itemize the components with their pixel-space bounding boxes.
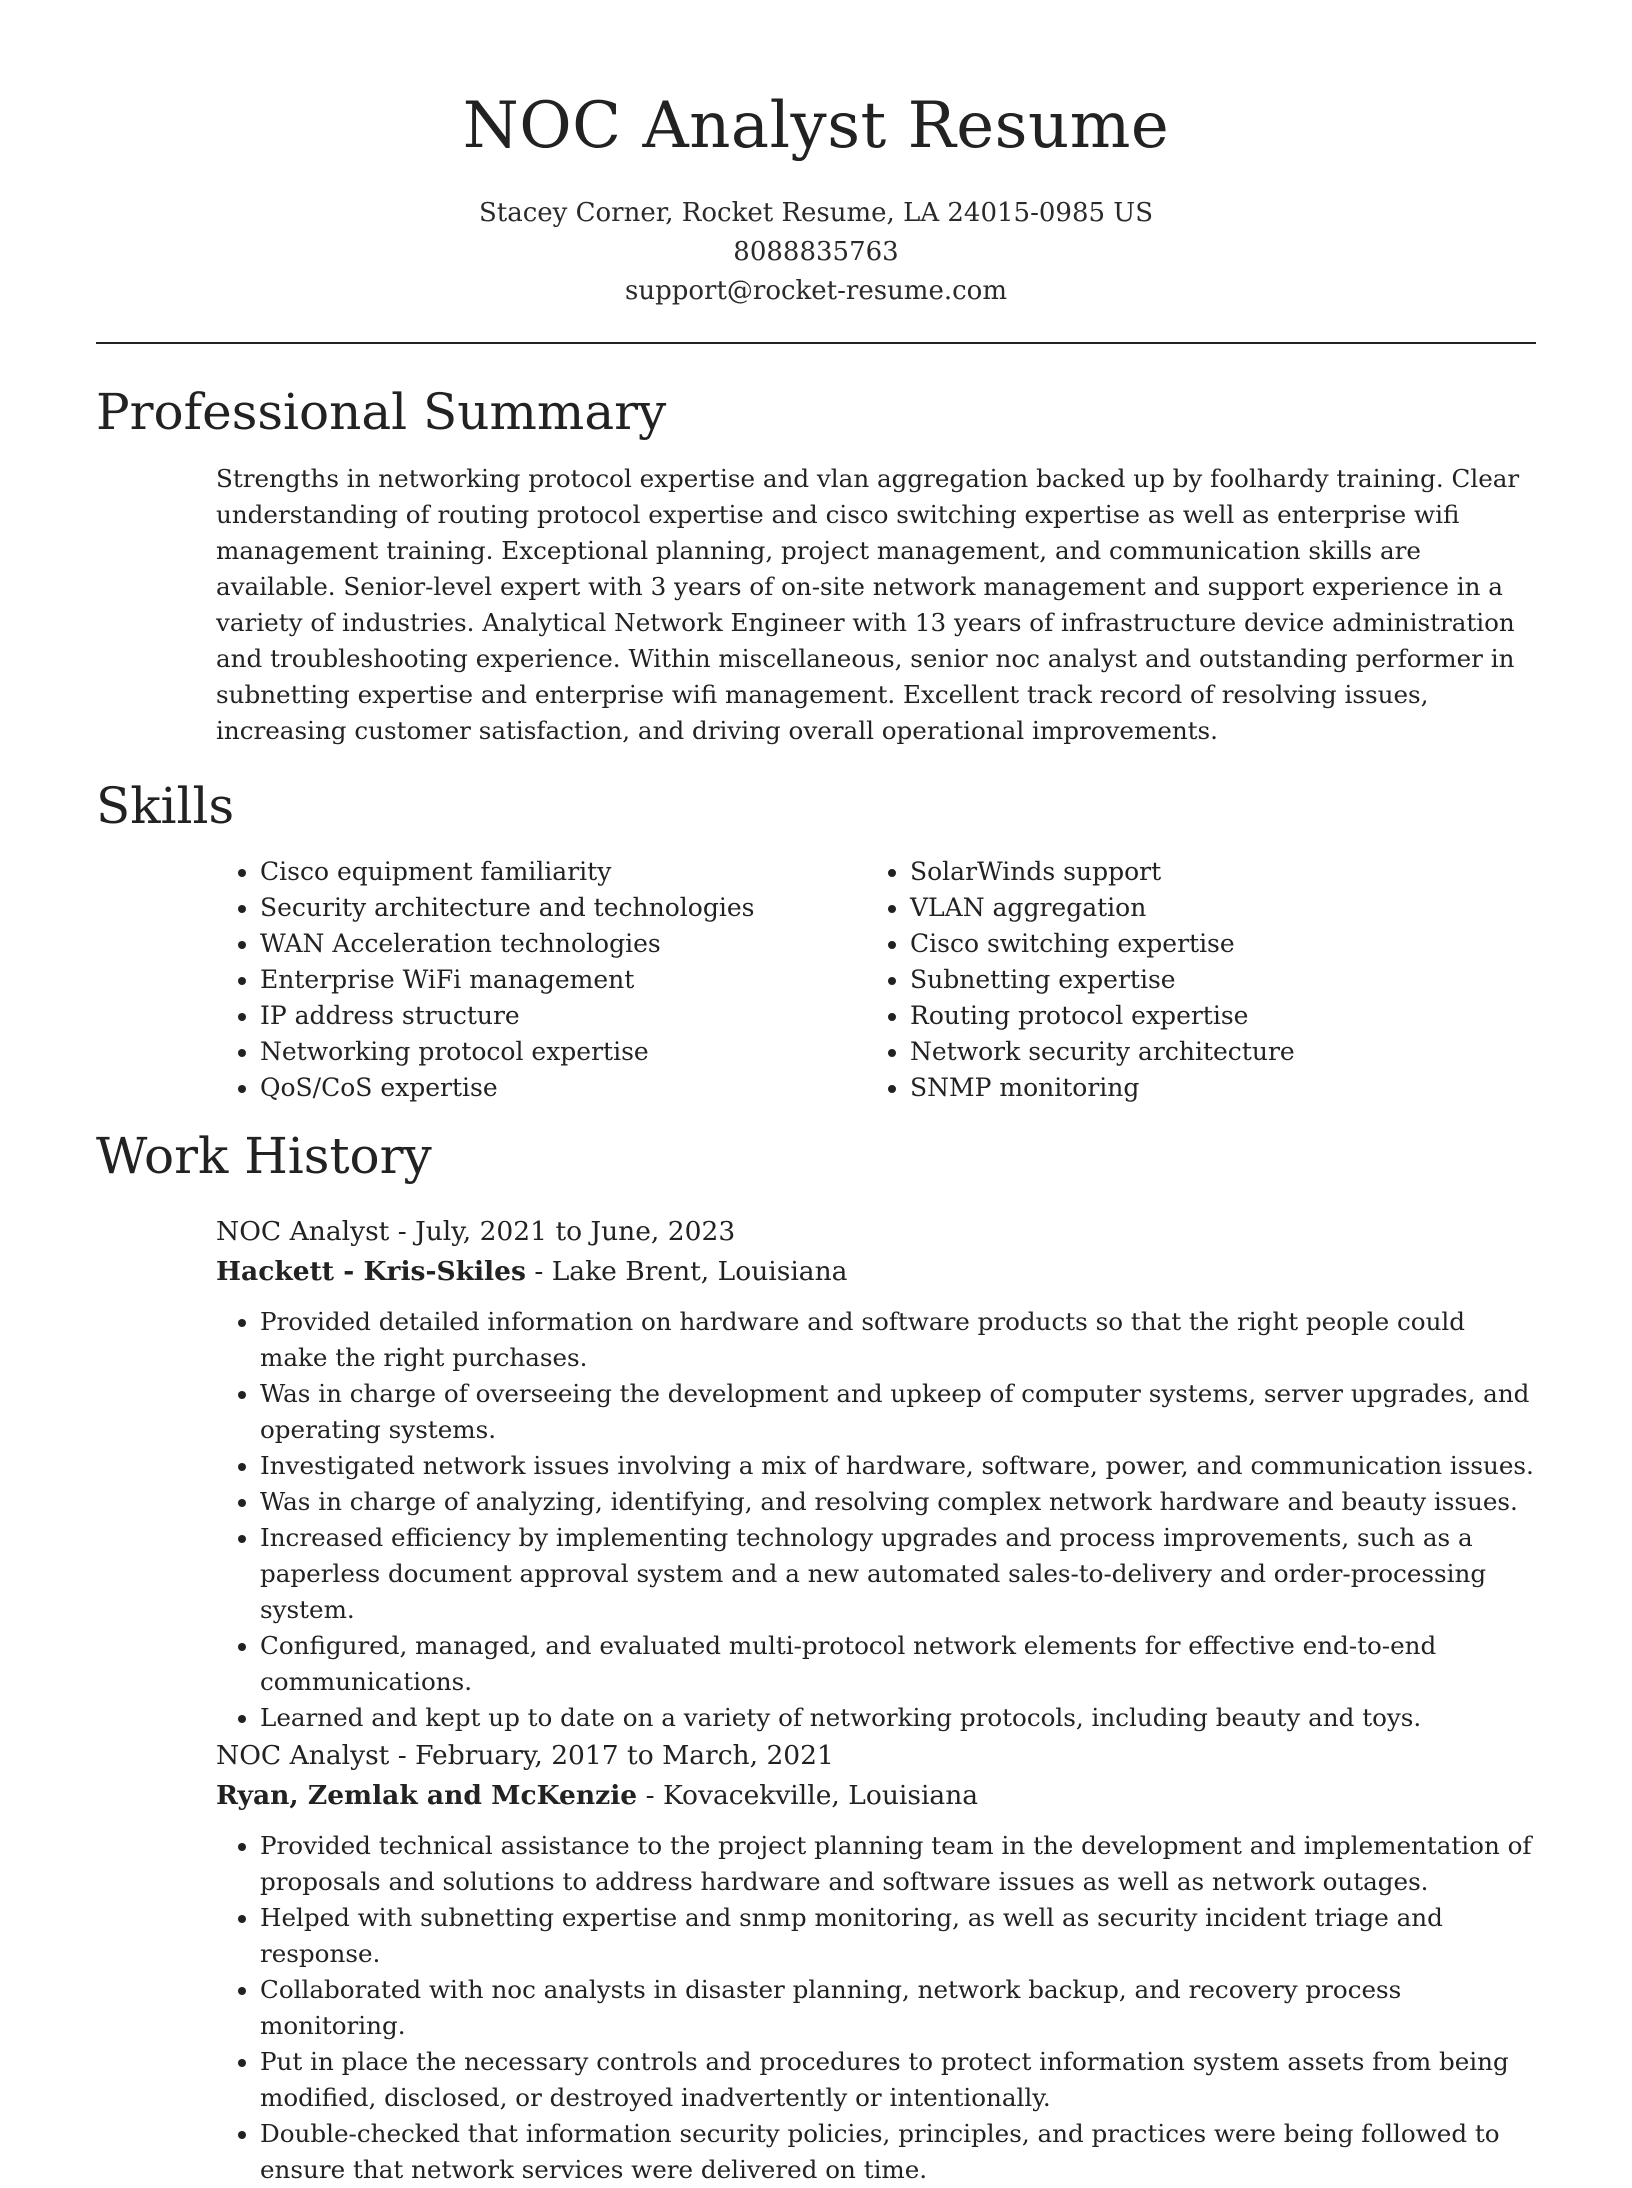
skill-item: • Cisco equipment familiarity <box>260 854 866 890</box>
job-bullet: • Configured, managed, and evaluated multi-protocol network elements for effective end-to-end communications. <box>260 1628 1538 1700</box>
skills-list-right <box>866 854 1516 1106</box>
contact-phone: 8088835763 <box>733 237 899 267</box>
job-entry <box>216 1212 1538 1736</box>
skill-item: • Routing protocol expertise <box>910 998 1516 1034</box>
job-title-line: NOC Analyst - July, 2021 to June, 2023 <box>216 1216 736 1247</box>
header-divider <box>96 342 1536 344</box>
company-name: Hackett - Kris-Skiles <box>216 1256 526 1287</box>
company-name: Ryan, Zemlak and McKenzie <box>216 1780 638 1811</box>
skill-item: • WAN Acceleration technologies <box>260 926 866 962</box>
skills-list-left <box>216 854 866 1106</box>
summary-text: Strengths in networking protocol expertise and vlan aggregation backed up by foolhardy training. Clear understanding of routing protocol expertise and cisco switching expertise as well as enterprise wifi management training. Exceptional planning, project management, and communication skills are available. Senior-level expert with 3 years of on-site network management and support experience in a variety of industries. Analytical Network Engineer with 13 years of infrastructure device administration and troubleshooting experience. Within miscellaneous, senior noc analyst and outstanding performer in subnetting expertise and enterprise wifi management. Excellent track record of resolving issues, increasing customer satisfaction, and driving overall operational improvements. <box>216 464 1520 745</box>
job-bullet: • Was in charge of analyzing, identifying, and resolving complex network hardware and beauty issues. <box>260 1484 1538 1520</box>
job-company-line <box>216 1776 1538 1816</box>
skill-item: • Cisco switching expertise <box>910 926 1516 962</box>
job-bullet: • Learned and kept up to date on a variety of networking protocols, including beauty and toys. <box>260 1700 1538 1736</box>
skill-item: • QoS/CoS expertise <box>260 1070 866 1106</box>
job-bullet: • Collaborated with noc analysts in disaster planning, network backup, and recovery process monitoring. <box>260 1972 1538 2044</box>
skill-item: • Subnetting expertise <box>910 962 1516 998</box>
skill-item: • SolarWinds support <box>910 854 1516 890</box>
company-location: - Kovacekville, Louisiana <box>637 1780 979 1811</box>
work-history-heading: Work History <box>96 1127 432 1185</box>
skill-item: • VLAN aggregation <box>910 890 1516 926</box>
skill-item: • SNMP monitoring <box>910 1070 1516 1106</box>
skills-heading: Skills <box>96 777 235 835</box>
job-company-line <box>216 1252 1538 1292</box>
company-location: - Lake Brent, Louisiana <box>525 1256 848 1287</box>
job-entry <box>216 1736 1538 2188</box>
skill-item: • Networking protocol expertise <box>260 1034 866 1070</box>
job-bullet: • Provided detailed information on hardware and software products so that the right people could make the right purchases. <box>260 1304 1538 1376</box>
skills-columns <box>216 854 1536 1106</box>
job-bullet: • Put in place the necessary controls and procedures to protect information system assets from being modified, disclosed, or destroyed inadvertently or intentionally. <box>260 2044 1538 2116</box>
summary-heading: Professional Summary <box>96 383 667 441</box>
job-bullet: • Increased efficiency by implementing technology upgrades and process improvements, such as a paperless document approval system and a new automated sales-to-delivery and order-processing system. <box>260 1520 1538 1628</box>
job-bullet: • Was in charge of overseeing the development and upkeep of computer systems, server upgrades, and operating systems. <box>260 1376 1538 1448</box>
skill-item: • Security architecture and technologies <box>260 890 866 926</box>
skill-item: • IP address structure <box>260 998 866 1034</box>
job-title-line: NOC Analyst - February, 2017 to March, 2021 <box>216 1740 834 1771</box>
skill-item: • Network security architecture <box>910 1034 1516 1070</box>
contact-block <box>0 194 1632 311</box>
job-bullet: • Helped with subnetting expertise and snmp monitoring, as well as security incident triage and response. <box>260 1900 1538 1972</box>
job-bullet: • Double-checked that information security policies, principles, and practices were being followed to ensure that network services were delivered on time. <box>260 2116 1538 2188</box>
job-bullets <box>216 1304 1538 1736</box>
contact-address: Stacey Corner, Rocket Resume, LA 24015-0985 US <box>478 198 1154 228</box>
contact-email: support@rocket-resume.com <box>624 276 1007 306</box>
job-bullets <box>216 1828 1538 2188</box>
job-bullet: • Investigated network issues involving a mix of hardware, software, power, and communication issues. <box>260 1448 1538 1484</box>
job-bullet: • Provided technical assistance to the project planning team in the development and implementation of proposals and solutions to address hardware and software issues as well as network outages. <box>260 1828 1538 1900</box>
resume-title: NOC Analyst Resume <box>462 89 1170 163</box>
skill-item: • Enterprise WiFi management <box>260 962 866 998</box>
resume-header <box>0 0 1632 311</box>
